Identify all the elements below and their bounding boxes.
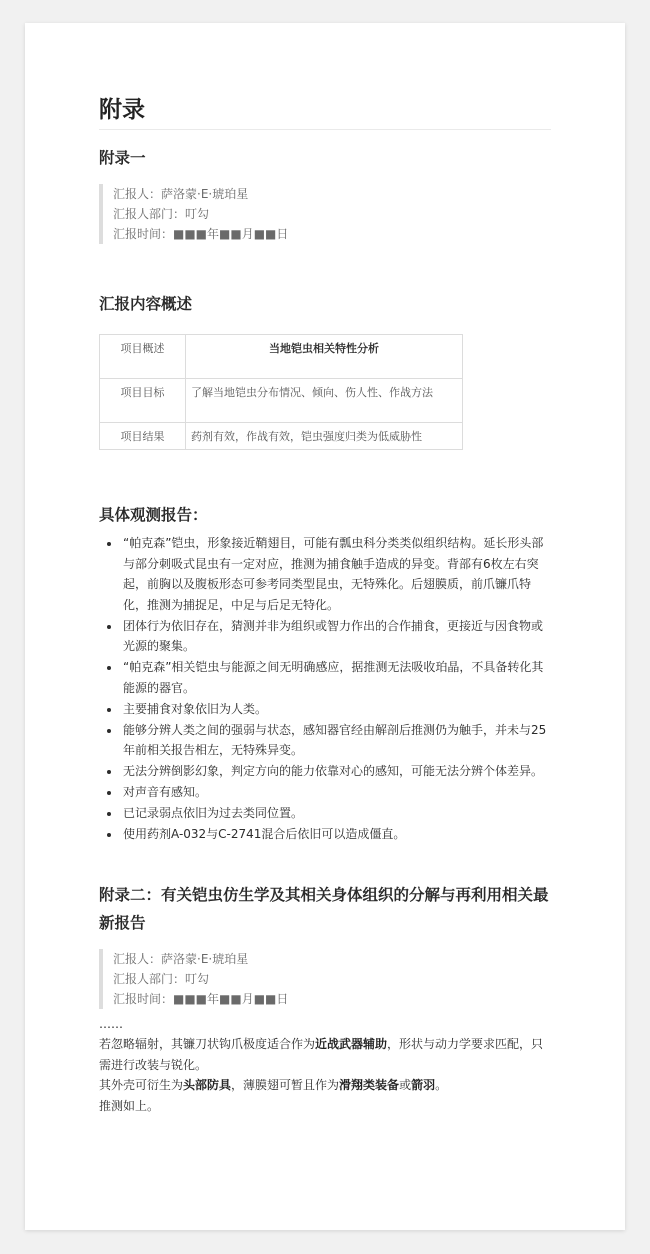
table-row [100, 379, 463, 423]
report-time-line: 汇报时间：■■■年■■月■■日 [113, 991, 289, 1006]
table-cell-value: 当地铠虫相关特性分析 [186, 335, 463, 379]
reporter-line: 汇报人：萨洛蒙·E·琥珀星 [113, 187, 249, 201]
list-item: • 团体行为依旧存在，猜测并非为组织或智力作出的合作捕食，更接近与因食物或光源的聚集。 [121, 616, 551, 657]
list-item: • “帕克森”相关铠虫与能源之间无明确感应，据推测无法吸收珀晶，不具备转化其能源的器官。 [121, 657, 551, 698]
list-item: • 无法分辨倒影幻象，判定方向的能力依靠对心的感知，可能无法分辨个体差异。 [121, 761, 551, 782]
appendix-1-meta-quote [99, 184, 551, 244]
list-item: • 主要捕食对象依旧为人类。 [121, 699, 551, 720]
summary-heading: 汇报内容概述 [99, 295, 193, 313]
list-item: • “帕克森”铠虫，形象接近鞘翅目，可能有瓢虫科分类类似组织结构。延长形头部与部分刺吸式昆虫有一定对应，推测为捕食触手造成的异变。背部有6枚左右突起，前胸以及腹板形态可参考同类型昆虫，无特殊化。后翅膜质，前爪镰爪特化，推测为捕捉足，中足与后足无特化。 [121, 533, 551, 615]
table-cell-value: 了解当地铠虫分布情况、倾向、伤人性、作战方法 [186, 379, 463, 423]
bold-term-head-armor: 头部防具 [183, 1078, 232, 1092]
list-item: • 使用药剂A-032与C-2741混合后依旧可以造成僵直。 [121, 824, 551, 845]
text-span: 若忽略辐射，其镰刀状钩爪极度适合作为 [99, 1037, 316, 1051]
bold-term-glider: 滑翔类装备 [339, 1078, 400, 1092]
conclusion-line: 推测如上。 [99, 1098, 160, 1113]
table-row [100, 335, 463, 379]
document-page [25, 23, 625, 1230]
summary-table [99, 334, 463, 450]
armor-paragraph [99, 1075, 551, 1096]
ellipsis-line: …… [99, 1016, 123, 1031]
table-cell-label: 项目概述 [100, 335, 186, 379]
page-title: 附录 [99, 23, 551, 130]
appendix-2-heading: 附录二：有关铠虫仿生学及其相关身体组织的分解与再利用相关最新报告 [99, 885, 549, 932]
table-cell-value: 药剂有效，作战有效，铠虫强度归类为低威胁性 [186, 423, 463, 450]
list-item: • 能够分辨人类之间的强弱与状态，感知器官经由解剖后推测仍为触手，并未与25年前相关报告相左，无特殊异变。 [121, 720, 551, 761]
table-cell-label: 项目结果 [100, 423, 186, 450]
department-line: 汇报人部门：叮勾 [113, 207, 210, 221]
list-item: • 对声音有感知。 [121, 782, 551, 803]
text-span: ，形状与动力学要求匹配，只需进行改装与锐化。 [99, 1037, 544, 1072]
text-span: 或 [399, 1078, 412, 1092]
text-span: ，薄膜翅可暂且作为 [231, 1078, 340, 1092]
text-span: 。 [435, 1078, 448, 1092]
weapon-paragraph [99, 1034, 551, 1075]
table-cell-label: 项目目标 [100, 379, 186, 423]
appendix-2-meta-quote [99, 949, 551, 1009]
report-time-line: 汇报时间：■■■年■■月■■日 [113, 227, 289, 241]
text-span: 其外壳可衍生为 [99, 1078, 184, 1092]
table-row [100, 423, 463, 450]
appendix-2-body [99, 1014, 551, 1117]
observations-list [99, 533, 551, 845]
list-item: • 已记录弱点依旧为过去类同位置。 [121, 803, 551, 824]
department-line: 汇报人部门：叮勾 [113, 971, 210, 986]
observations-heading: 具体观测报告： [99, 506, 208, 524]
appendix-1-heading: 附录一 [99, 149, 146, 167]
reporter-line: 汇报人：萨洛蒙·E·琥珀星 [113, 951, 249, 966]
bold-term-melee: 近战武器辅助 [315, 1037, 388, 1051]
bold-term-fletching: 箭羽 [411, 1078, 436, 1092]
